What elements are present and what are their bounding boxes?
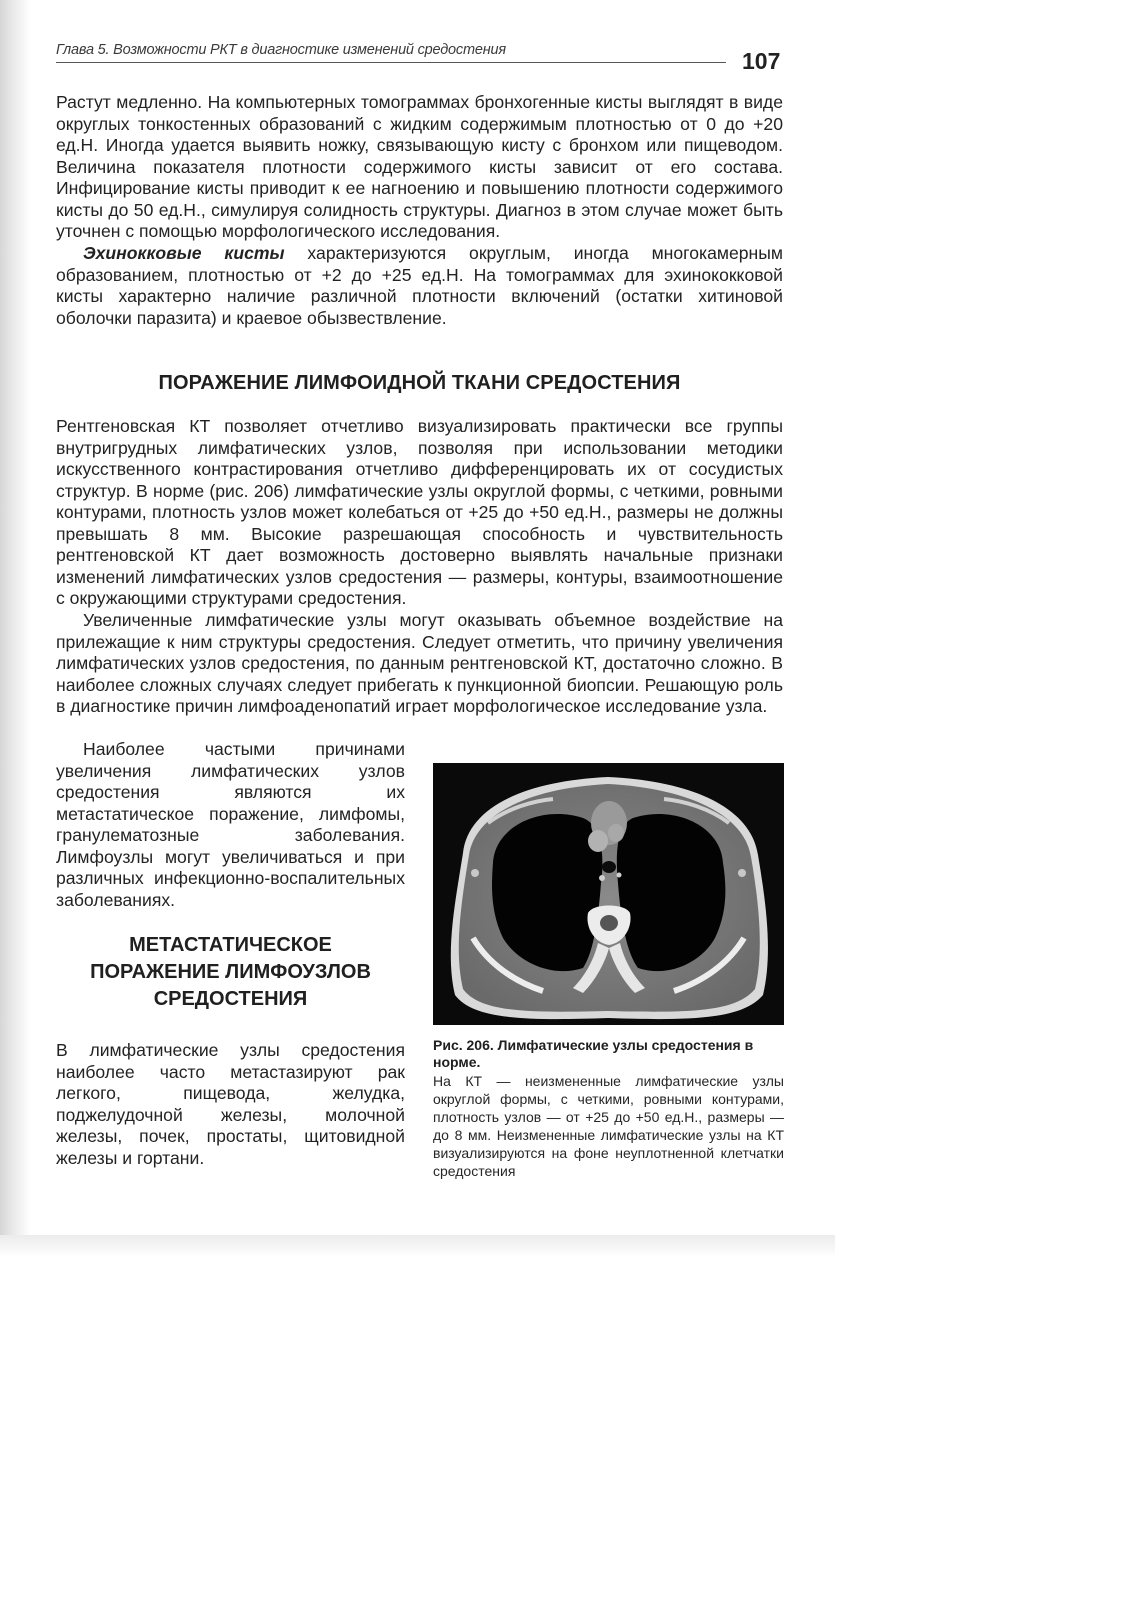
section-heading-lymphoid: ПОРАЖЕНИЕ ЛИМФОИДНОЙ ТКАНИ СРЕДОСТЕНИЯ [158, 372, 681, 394]
section-heading-metastatic-line-1: МЕТАСТАТИЧЕСКОЕ [129, 934, 332, 956]
ct-scan-image [433, 763, 784, 1025]
intro-paragraph-2-text: характеризуются округлым, иногда многокамерным образованием, плотностью от +2 до +25 ед.Н. На томограммах для эхинококковой кисты характерно наличие различной плотности включений (остатки хитиновой оболочки паразита) и краевое обызвествление. [56, 243, 783, 328]
lymph-paragraph-3: Наиболее частыми причинами увеличения лимфатических узлов средостения являются их метастатическое поражение, лимфомы, гранулематозные заболевания. Лимфоузлы могут увеличиваться и при различных инфекционно-воспалительных заболеваниях. [56, 739, 405, 910]
figure-caption-title: Рис. 206. Лимфатические узлы средостения в норме. [433, 1037, 754, 1070]
lymph-paragraph-1: Рентгеновская КТ позволяет отчетливо визуализировать практически все группы внутригрудных лимфатических узлов, позволяя при использовании методики искусственного контрастирования отчетливо дифференцировать их от сосудистых структур. В норме (рис. 206) лимфатические узлы округлой формы, с четкими, ровными контурами, плотность узлов может колебаться от +25 до +50 ед.Н., размеры не должны превышать 8 мм. Высокие разрешающая способность и чувствительность рентгеновской КТ дает возможность достоверно выявлять начальные признаки изменений лимфатических узлов средостения — размеры, контуры, взаимоотношение с окружающими структурами средостения. [56, 416, 783, 608]
running-header: Глава 5. Возможности РКТ в диагностике изменений средостения [56, 42, 506, 58]
lymph-paragraph-2: Увеличенные лимфатические узлы могут оказывать объемное воздействие на прилежащие к ним структуры средостения. Следует отметить, что причину увеличения лимфатических узлов средостения, по данным рентгеновской КТ, достаточно сложно. В наиболее сложных случаях следует прибегать к пункционной биопсии. Решающую роль в диагностике причин лимфоаденопатий играет морфологическое исследование узла. [56, 610, 783, 716]
page-bottom-edge [0, 1235, 835, 1257]
term-echinococcal-cysts: Эхинокковые кисты [83, 243, 285, 263]
scan-edge-shadow [0, 0, 30, 1245]
page-number: 107 [742, 48, 781, 74]
figure-caption-body: На КТ — неизмененные лимфатические узлы округлой формы, с четкими, ровными контурами, плотность узлов — от +25 до +50 ед.Н., размеры — до 8 мм. Неизмененные лимфатические узлы на КТ визуализируются на фоне неуплотненной клетчатки средостения [433, 1073, 784, 1179]
section-heading-metastatic [56, 932, 405, 1013]
intro-paragraph-1: Растут медленно. На компьютерных томограммах бронхогенные кисты выглядят в виде округлых тонкостенных образований с жидким содержимым плотностью от 0 до +20 ед.Н. Иногда удается выявить ножку, связывающую кисту с бронхом или пищеводом. Величина показателя плотности содержимого кисты зависит от его состава. Инфицирование кисты приводит к ее нагноению и повышению плотности содержимого кисты до 50 ед.Н., симулируя солидность структуры. Диагноз в этом случае может быть уточнен с помощью морфологического исследования. [56, 92, 783, 241]
ct-scan-figure [433, 763, 784, 1025]
intro-paragraph-2 [56, 243, 783, 329]
metastatic-paragraph: В лимфатические узлы средостения наиболее часто метастазируют рак легкого, пищевода, желудка, поджелудочной железы, молочной железы, почек, простаты, щитовидной железы и гортани. [56, 1040, 405, 1168]
section-heading-metastatic-line-3: СРЕДОСТЕНИЯ [153, 988, 308, 1010]
header-rule [56, 62, 726, 63]
section-heading-metastatic-line-2: ПОРАЖЕНИЕ ЛИМФОУЗЛОВ [90, 961, 371, 983]
